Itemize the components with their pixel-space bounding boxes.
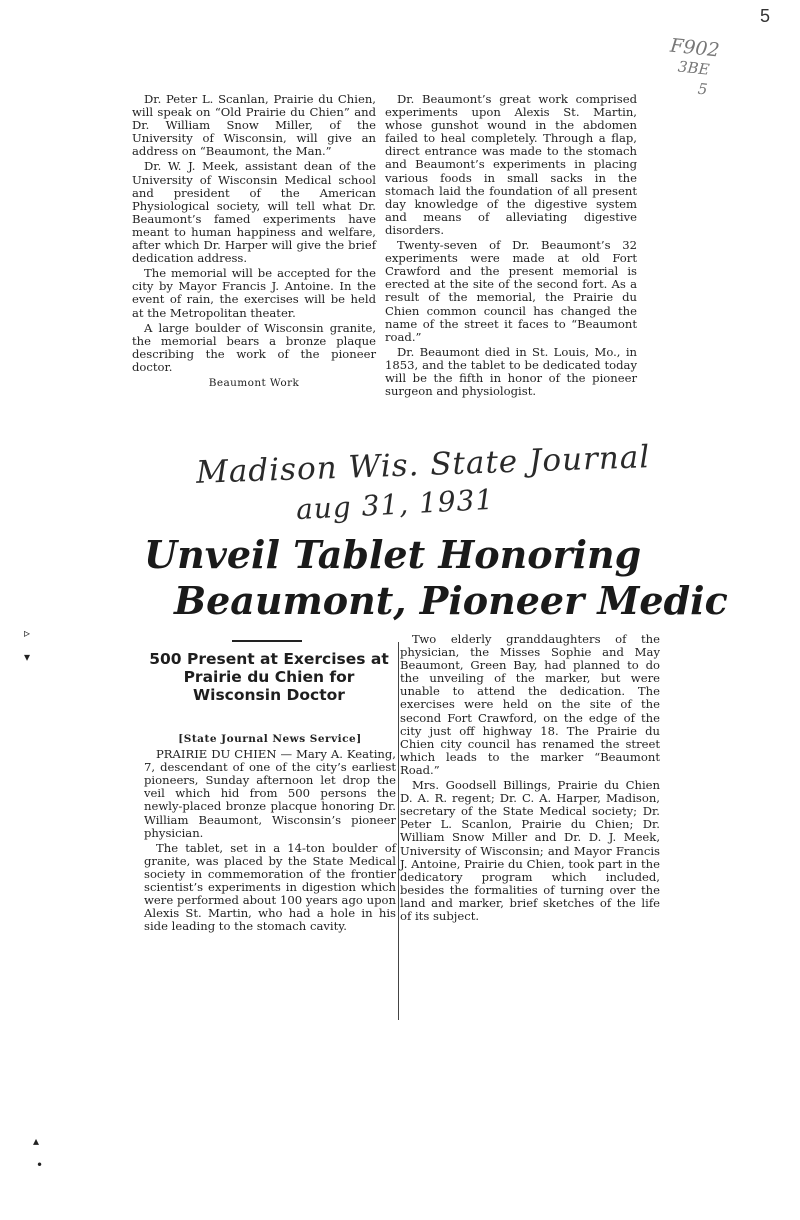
handwritten-date: aug 31, 1931 [295, 482, 495, 527]
page-number: 5 [759, 6, 770, 26]
margin-mark: ▴ [33, 1134, 40, 1148]
paragraph: Dr. Beaumont’s great work comprised experiments upon Alexis St. Martin, whose gunshot wound in the abdomen failed to heal completely. Through a flap, direct entrance was made to the stomach and Beaumont’s experiments in placing various foods in small sacks in the stomach laid the foundation of all present day knowledge of the digestive system and means of alleviating digestive disorders. [385, 92, 637, 237]
archive-mark [665, 36, 720, 101]
margin-mark: ▹ [24, 626, 31, 640]
paragraph: The memorial will be accepted for the city by Mayor Francis J. Antoine. In the event of rain, the exercises will be held at the Metropolitan theater. [132, 266, 376, 320]
margin-mark: ▾ [24, 650, 31, 664]
paragraph: Dr. W. J. Meek, assistant dean of the University of Wisconsin Medical school and president of the American Physiological society, will tell what Dr. Beaumont’s famed experiments have meant to human happiness and welfare, after which Dr. Harper will give the brief dedication address. [132, 159, 376, 266]
upper-article-left-column [132, 93, 376, 390]
section-subhead: Beaumont Work [208, 376, 300, 389]
paragraph: A large boulder of Wisconsin granite, the memorial bears a bronze plaque describing the work of the pioneer doctor. [132, 320, 376, 374]
headline-line-2: Beaumont, Pioneer Medic [174, 578, 728, 623]
paragraph: Mrs. Goodsell Billings, Prairie du Chien D. A. R. regent; Dr. C. A. Harper, Madison, secretary of the State Medical society; Dr. Peter L. Scanlon, Prairie du Chien; Dr. William Snow Miller and Dr. D. J. Meek, University of Wisconsin; and Mayor Francis J. Antoine, Prairie du Chien, took part in the dedicatory program which included, besides the formalities of turning over the land and marker, brief sketches of the life of its subject. [400, 778, 660, 923]
column-divider [398, 642, 399, 1020]
lower-article-right-column [400, 633, 660, 923]
archive-mark-line: F902 [669, 34, 721, 62]
margin-mark: • [36, 1158, 44, 1172]
lower-article-left-column [144, 733, 396, 933]
headline-line-1: Unveil Tablet Honoring [144, 532, 642, 577]
paragraph: Two elderly granddaughters of the physician, the Misses Sophie and May Beaumont, Green Bay, had planned to do the unveiling of the marker, but were unable to attend the dedication. The exercises were held on the site of the second Fort Crawford, on the edge of the city just off highway 18. The Prairie du Chien city council has renamed the street which leads to the marker “Beaumont Road.” [400, 632, 660, 777]
archive-mark-line: 3BE [677, 57, 711, 79]
subhead-rule [232, 640, 302, 642]
paragraph: Twenty-seven of Dr. Beaumont’s 32 experiments were made at old Fort Crawford and the present memorial is erected at the site of the second fort. As a result of the memorial, the Prairie du Chien common council has changed the name of the street it faces to “Beaumont road.” [385, 238, 637, 344]
paragraph: Dr. Beaumont died in St. Louis, Mo., in 1853, and the tablet to be dedicated today will be the fifth in honor of the pioneer surgeon and physiologist. [385, 344, 637, 399]
paragraph: Dr. Peter L. Scanlan, Prairie du Chien, will speak on “Old Prairie du Chien” and Dr. William Snow Miller, of the University of Wisconsin, will give an address on “Beaumont, the Man.” [132, 92, 376, 159]
upper-article-right-column [385, 93, 637, 398]
paragraph: PRAIRIE DU CHIEN — Mary A. Keating, 7, descendant of one of the city’s earliest pioneers, Sunday afternoon let drop the veil which hid from 500 persons the newly-placed bronze placque honoring Dr. William Beaumont, Wisconsin’s pioneer physician. [144, 747, 396, 840]
news-service-credit: [State Journal News Service] [178, 733, 362, 745]
paragraph: The tablet, set in a 14-ton boulder of granite, was placed by the State Medical society in commemoration of the frontier scientist’s experiments in digestion which were performed about 100 years ago upon Alexis St. Martin, who had a hole in his side leading to the stomach cavity. [144, 840, 396, 934]
handwritten-source: Madison Wis. State Journal [195, 439, 651, 491]
archive-mark-line: 5 [696, 79, 709, 99]
subheadline: 500 Present at Exercises at Prairie du Chien for Wisconsin Doctor [149, 650, 389, 704]
